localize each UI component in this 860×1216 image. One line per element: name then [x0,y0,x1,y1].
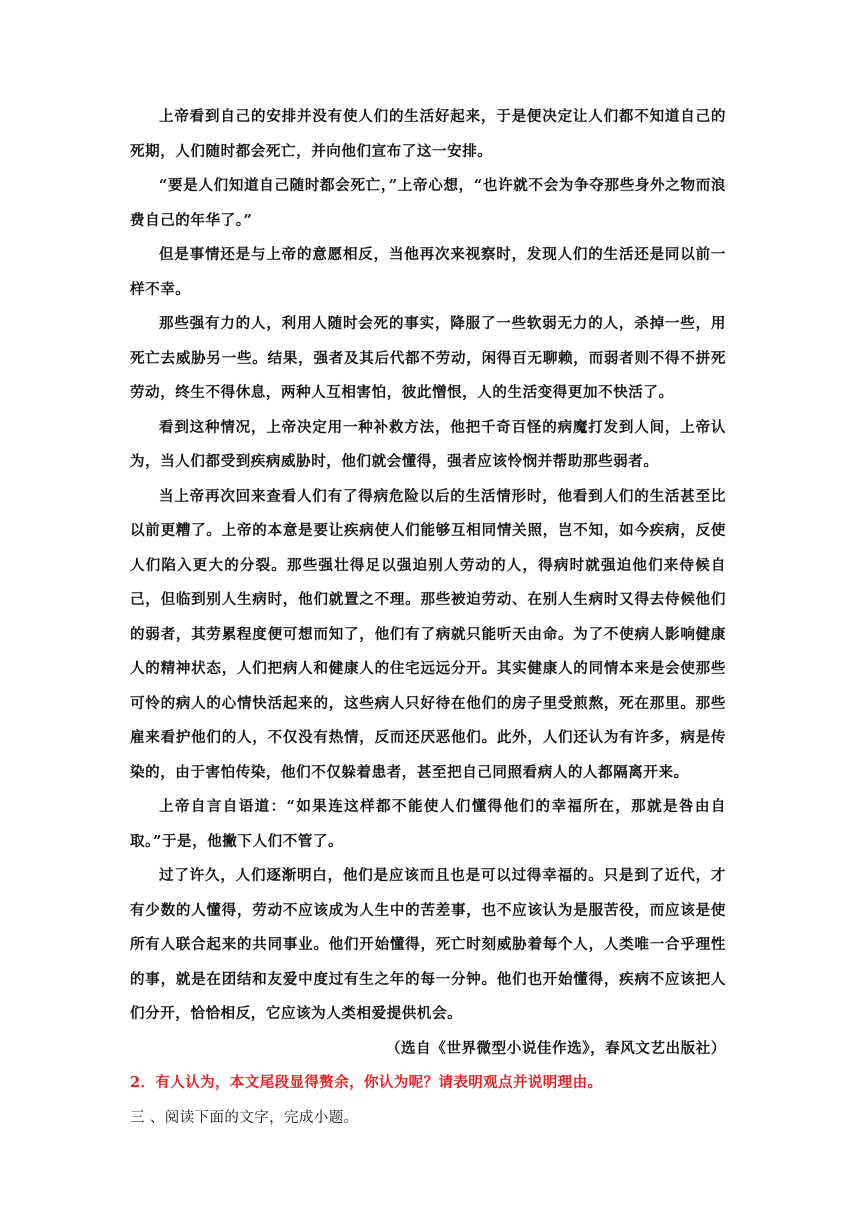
paragraph-8: 过了许久，人们逐渐明白，他们是应该而且也是可以过得幸福的。只是到了近代，才有少数的人懂得，劳动不应该成为人生中的苦差事，也不应该认为是服苦役，而应该是使所有人联合起来的共同事业。他们开始懂得，死亡时刻威胁着每个人，人类唯一合乎理性的事，就是在团结和友爱中度过有生之年的每一分钟。他们也开始懂得，疾病不应该把人们分开，恰恰相反，它应该为人类相爱提供机会。 [130,867,726,1022]
paragraph-5: 看到这种情况，上帝决定用一种补救方法，他把千奇百怪的病魔打发到人间，上帝认为，当人们都受到疾病威胁时，他们就会懂得，强者应该怜悯并帮助那些弱者。 [130,418,726,470]
paragraph-4: 那些强有力的人，利用人随时会死的事实，降服了一些软弱无力的人，杀掉一些，用死亡去威胁另一些。结果，强者及其后代都不劳动，闲得百无聊赖，而弱者则不得不拼死劳动，终生不得休息，两种人互相害怕，彼此憎恨，人的生活变得更加不快活了。 [130,315,726,401]
paragraph-3: 但是事情还是与上帝的意愿相反，当他再次来视察时，发现人们的生活还是同以前一样不幸。 [130,246,726,298]
paragraph-7: 上帝自言自语道：“如果连这样都不能使人们懂得他们的幸福所在，那就是咎由自取。”于是，他撇下人们不管了。 [130,798,726,850]
paragraph-1: 上帝看到自己的安排并没有使人们的生活好起来，于是便决定让人们都不知道自己的死期，人们随时都会死亡，并向他们宣布了这一安排。 [130,108,726,160]
question-2: 2．有人认为，本文尾段显得赘余，你认为呢？请表明观点并说明理由。 [130,1074,603,1091]
document-page [130,100,726,1135]
source-citation: （选自《世界微型小说佳作选》，春风文艺出版社） [385,1039,726,1057]
paragraph-2: “要是人们知道自己随时都会死亡，”上帝心想，“也许就不会为争夺那些身外之物而浪费自己的年华了。” [130,177,726,229]
paragraph-6: 当上帝再次回来查看人们有了得病危险以后的生活情形时，他看到人们的生活甚至比以前更糟了。上帝的本意是要让疾病使人们能够互相同情关照，岂不知，如今疾病，反使人们陷入更大的分裂。那些强壮得足以强迫别人劳动的人，得病时就强迫他们来侍候自己，但临到别人生病时，他们就置之不理。那些被迫劳动、在别人生病时又得去侍候他们的弱者，其劳累程度便可想而知了，他们有了病就只能听天由命。为了不使病人影响健康人的精神状态，人们把病人和健康人的住宅远远分开。其实健康人的同情本来是会使那些可怜的病人的心情快活起来的，这些病人只好待在他们的房子里受煎熬，死在那里。那些雇来看护他们的人，不仅没有热情，反而还厌恶他们。此外，人们还认为有许多，病是传染的，由于害怕传染，他们不仅躲着患者，甚至把自己同照看病人的人都隔离开来。 [130,487,726,781]
section-heading: 三 、阅读下面的文字，完成小题。 [130,1109,359,1126]
